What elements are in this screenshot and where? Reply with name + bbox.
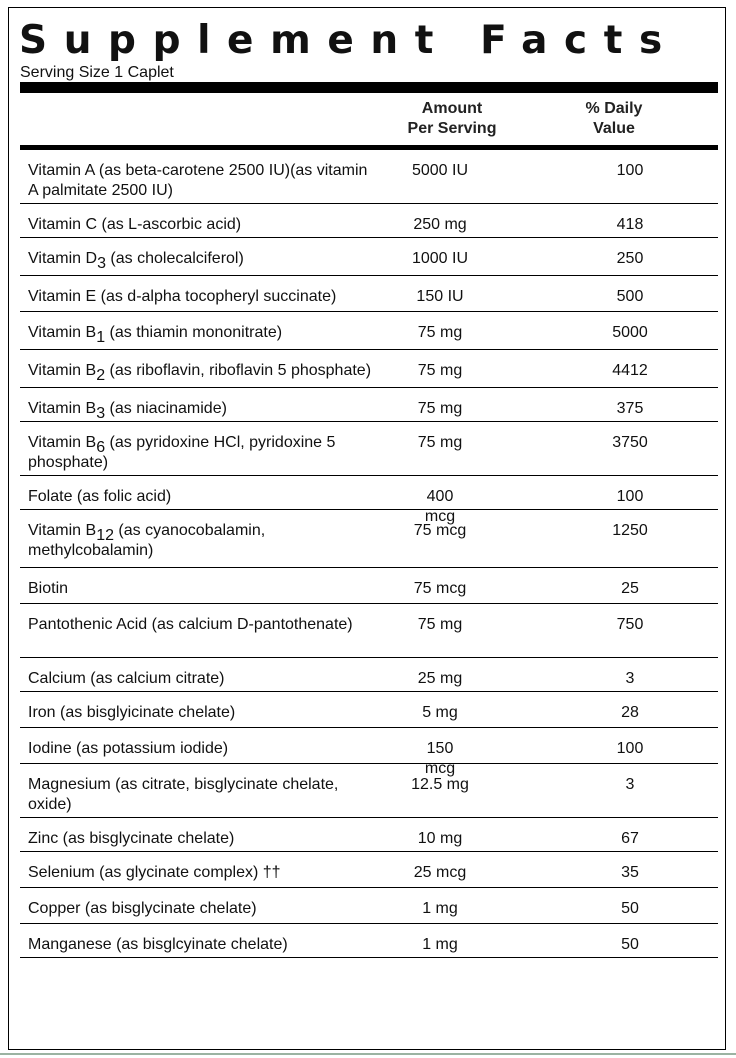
table-row: [20, 150, 718, 204]
nutrient-name-prefix: Vitamin B: [28, 522, 97, 539]
table-row: [20, 476, 718, 525]
nutrient-name: [28, 433, 378, 473]
daily-value: 100: [616, 162, 644, 179]
amount-per-serving: 75 mg: [417, 400, 463, 417]
nutrient-name: [28, 361, 378, 384]
table-row: [20, 510, 718, 568]
table-row: [20, 658, 718, 692]
nutrient-name-suffix: (as niacinamide): [105, 400, 227, 417]
nutrient-name: [28, 521, 378, 561]
bottom-edge-line: [0, 1053, 736, 1055]
nutrient-table: [20, 150, 718, 958]
nutrient-name: Copper (as bisglycinate chelate): [28, 900, 257, 917]
nutrient-subscript: 6: [96, 439, 106, 456]
nutrient-name: [28, 249, 378, 272]
amount-per-serving: 5000 IU: [411, 162, 469, 179]
table-row: [20, 388, 718, 422]
daily-value: 67: [621, 830, 639, 847]
daily-value: 100: [616, 740, 644, 757]
amount-per-serving: 25 mcg: [413, 864, 467, 881]
amount-per-serving: 1 mg: [422, 900, 458, 917]
amount-per-serving: 5 mg: [422, 704, 458, 721]
table-row: [20, 204, 718, 238]
daily-value: 375: [616, 400, 644, 417]
table-row: [20, 728, 718, 777]
amount-per-serving: 150 mcg: [424, 740, 456, 777]
table-row: [20, 924, 718, 958]
amount-per-serving: 1000 IU: [411, 250, 469, 267]
nutrient-subscript: 3: [96, 405, 106, 422]
nutrient-subscript: 1: [96, 329, 106, 346]
nutrient-name: Vitamin E (as d-alpha tocopheryl succinate): [28, 288, 337, 305]
thick-divider: [20, 82, 718, 93]
daily-value: 3750: [612, 434, 648, 451]
nutrient-subscript: 2: [96, 367, 106, 384]
amount-per-serving: 400 mcg: [424, 488, 456, 525]
table-row: [20, 276, 718, 312]
amount-header-text: Amount Per Serving: [407, 100, 497, 137]
nutrient-subscript: 12: [96, 527, 114, 544]
panel-title: Supplement Facts: [19, 18, 679, 63]
table-row: [20, 888, 718, 924]
nutrient-name: Manganese (as bisglcyinate chelate): [28, 936, 288, 953]
nutrient-name: Vitamin A (as beta-carotene 2500 IU)(as vitamin A palmitate 2500 IU): [28, 162, 368, 199]
amount-per-serving: 75 mg: [417, 434, 463, 451]
table-row: [20, 568, 718, 604]
table-row: [20, 764, 718, 818]
amount-per-serving: 1 mg: [422, 936, 458, 953]
nutrient-name: Calcium (as calcium citrate): [28, 670, 225, 687]
supplement-facts-panel: [8, 7, 726, 1050]
daily-value: 750: [616, 616, 644, 633]
nutrient-name-suffix: (as riboflavin, riboflavin 5 phosphate): [105, 362, 372, 379]
nutrient-name: Iodine (as potassium iodide): [28, 740, 229, 757]
daily-value: 35: [621, 864, 639, 881]
nutrient-subscript: 3: [97, 255, 106, 272]
table-row: [20, 818, 718, 852]
nutrient-name: Pantothenic Acid (as calcium D-pantothenate): [28, 616, 353, 633]
table-row: [20, 350, 718, 388]
nutrient-name-suffix: (as cholecalciferol): [105, 250, 244, 267]
nutrient-name: [28, 399, 378, 422]
daily-value: 500: [616, 288, 644, 305]
nutrient-name-suffix: (as pyridoxine HCl, pyridoxine 5 phosphate): [28, 434, 336, 471]
nutrient-name: [28, 323, 378, 346]
amount-per-serving: 75 mg: [417, 324, 463, 341]
nutrient-name: Iron (as bisglyicinate chelate): [28, 704, 236, 721]
serving-size: Serving Size 1 Caplet: [20, 64, 174, 81]
nutrient-name: Zinc (as bisglycinate chelate): [28, 830, 235, 847]
amount-per-serving: 75 mcg: [413, 580, 467, 597]
amount-per-serving: 150 IU: [416, 288, 464, 305]
daily-value: 3: [625, 776, 635, 793]
amount-per-serving: 25 mg: [417, 670, 463, 687]
table-row: [20, 604, 718, 658]
daily-value-column-header: [531, 99, 697, 139]
table-row: [20, 312, 718, 350]
amount-per-serving: 10 mg: [417, 830, 463, 847]
daily-value: 1250: [612, 522, 648, 539]
nutrient-name: Selenium (as glycinate complex) ††: [28, 864, 281, 881]
nutrient-name: Folate (as folic acid): [28, 488, 172, 505]
daily-value: 250: [616, 250, 644, 267]
table-row: [20, 422, 718, 476]
daily-value: 28: [621, 704, 639, 721]
daily-value: 5000: [612, 324, 648, 341]
amount-per-serving: 12.5 mg: [411, 776, 469, 793]
nutrient-name-suffix: (as cyanocobalamin, methylcobalamin): [28, 522, 266, 559]
table-row: [20, 238, 718, 276]
nutrient-name-prefix: Vitamin B: [28, 362, 97, 379]
daily-value: 4412: [612, 362, 648, 379]
nutrient-name: Biotin: [28, 580, 69, 597]
table-row: [20, 852, 718, 888]
daily-value: 3: [625, 670, 635, 687]
nutrient-name-suffix: (as thiamin mononitrate): [105, 324, 283, 341]
daily-value: 418: [616, 216, 644, 233]
amount-per-serving: 75 mcg: [413, 522, 467, 539]
amount-per-serving: 250 mg: [413, 216, 467, 233]
amount-per-serving: 75 mg: [417, 362, 463, 379]
daily-header-text: % Daily Value: [585, 100, 643, 137]
daily-value: 50: [621, 900, 639, 917]
nutrient-name-prefix: Vitamin B: [28, 434, 97, 451]
daily-value: 50: [621, 936, 639, 953]
nutrient-name: Vitamin C (as L-ascorbic acid): [28, 216, 242, 233]
amount-column-header: [369, 99, 535, 139]
nutrient-name: Magnesium (as citrate, bisglycinate chelate, oxide): [28, 776, 339, 813]
daily-value: 100: [616, 488, 644, 505]
nutrient-name-prefix: Vitamin B: [28, 324, 97, 341]
daily-value: 25: [621, 580, 639, 597]
nutrient-name-prefix: Vitamin D: [28, 250, 98, 267]
nutrient-name-prefix: Vitamin B: [28, 400, 97, 417]
amount-per-serving: 75 mg: [417, 616, 463, 633]
table-row: [20, 692, 718, 728]
